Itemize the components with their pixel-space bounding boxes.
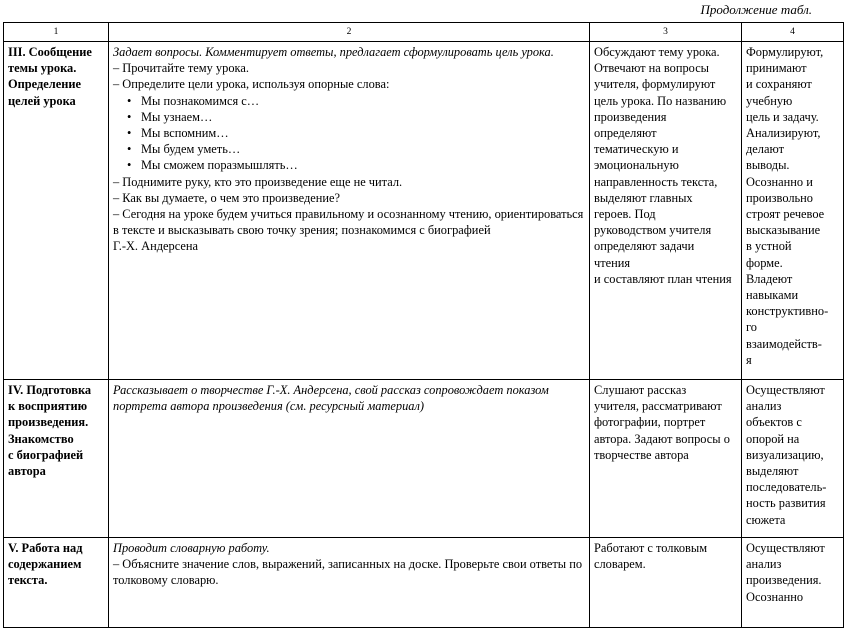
student-line: выделяют главных bbox=[594, 190, 693, 205]
student-line: Обсуждают тему урока. bbox=[594, 45, 720, 59]
teacher-line: – Определите цели урока, используя опорные слова: bbox=[113, 77, 390, 92]
student-activity-cell bbox=[590, 538, 742, 628]
student-line: произведения bbox=[594, 109, 667, 124]
student-line: и составляют план чтения bbox=[594, 271, 732, 286]
student-line: творчестве автора bbox=[594, 447, 689, 462]
teacher-activity-cell bbox=[109, 538, 590, 628]
uud-line: Владеют bbox=[746, 271, 793, 286]
uud-line: го bbox=[746, 320, 757, 335]
stage-cell bbox=[4, 42, 109, 380]
stage-line: текста. bbox=[8, 573, 48, 588]
uud-line: произвольно bbox=[746, 190, 814, 205]
header-col-3: 3 bbox=[590, 23, 742, 42]
uud-line: принимают bbox=[746, 61, 807, 76]
teacher-line: – Сегодня на уроке будем учиться правильному и осознанному чтению, ориентироваться в тексте и высказывать свою точку зрения; познакомимся с биографией bbox=[113, 207, 584, 238]
uud-line: Осуществляют bbox=[746, 383, 825, 397]
stage-line: целей урока bbox=[8, 93, 76, 108]
uud-line: последователь- bbox=[746, 480, 827, 495]
header-col-1: 1 bbox=[4, 23, 109, 42]
teacher-line: Г.-Х. Андерсена bbox=[113, 239, 198, 254]
stage-cell bbox=[4, 538, 109, 628]
student-line: определяют задачи bbox=[594, 239, 695, 254]
uud-cell bbox=[742, 42, 844, 380]
list-item: • Мы сможем поразмышлять… bbox=[127, 157, 585, 173]
teacher-line: – Поднимите руку, кто это произведение еще не читал. bbox=[113, 174, 403, 189]
uud-line: форме. bbox=[746, 255, 783, 270]
student-activity-cell bbox=[590, 42, 742, 380]
list-item: • Мы познакомимся с… bbox=[127, 93, 585, 109]
key-phrases-list bbox=[113, 93, 585, 174]
student-line: автора. Задают вопросы о bbox=[594, 431, 730, 446]
teacher-activity-cell bbox=[109, 380, 590, 538]
table-row bbox=[4, 538, 844, 628]
uud-line: и сохраняют bbox=[746, 77, 812, 92]
teacher-activity-cell bbox=[109, 42, 590, 380]
uud-line: выделяют bbox=[746, 464, 799, 479]
student-activity-cell bbox=[590, 380, 742, 538]
student-line: учителя, формулируют bbox=[594, 77, 716, 92]
list-item: • Мы будем уметь… bbox=[127, 141, 585, 157]
uud-cell bbox=[742, 380, 844, 538]
student-line: героев. Под bbox=[594, 207, 656, 222]
continuation-label: Продолжение табл. bbox=[700, 2, 812, 17]
stage-line: III. Сообщение bbox=[8, 45, 92, 59]
uud-line: в устной bbox=[746, 239, 792, 254]
student-line: учителя, рассматривают bbox=[594, 399, 722, 414]
uud-line: Осознанно и bbox=[746, 174, 813, 189]
uud-line: ность развития bbox=[746, 496, 826, 511]
teacher-line: – Прочитайте тему урока. bbox=[113, 61, 249, 76]
uud-line: делают bbox=[746, 142, 784, 157]
stage-line: Знакомство bbox=[8, 431, 74, 446]
stage-line: Определение bbox=[8, 77, 82, 92]
uud-line: сюжета bbox=[746, 512, 786, 527]
student-line: руководством учителя bbox=[594, 223, 712, 238]
uud-line: анализ bbox=[746, 557, 782, 572]
uud-cell bbox=[742, 538, 844, 628]
stage-line: с биографией bbox=[8, 447, 84, 462]
teacher-line: – Объясните значение слов, выражений, записанных на доске. Проверьте свои ответы по толковому словарю. bbox=[113, 557, 583, 588]
uud-line: визуализацию, bbox=[746, 447, 824, 462]
uud-line: учебную bbox=[746, 93, 793, 108]
stage-line: IV. Подготовка bbox=[8, 383, 92, 397]
stage-line: содержанием bbox=[8, 557, 82, 572]
list-item: • Мы вспомним… bbox=[127, 125, 585, 141]
teacher-intro: Рассказывает о творчестве Г.-Х. Андерсена, свой рассказ сопровождает показом портрета автора произведения (см. ресурсный материал) bbox=[113, 383, 549, 414]
student-line: Отвечают на вопросы bbox=[594, 61, 710, 76]
stage-line: темы урока. bbox=[8, 61, 77, 76]
list-item: • Мы узнаем… bbox=[127, 109, 585, 125]
stage-cell bbox=[4, 380, 109, 538]
stage-line: V. Работа над bbox=[8, 541, 83, 555]
uud-line: высказывание bbox=[746, 223, 821, 238]
uud-line: Осуществляют bbox=[746, 541, 825, 555]
uud-line: навыками bbox=[746, 288, 799, 303]
uud-line: Анализируют, bbox=[746, 126, 821, 141]
student-line: цель урока. По названию bbox=[594, 93, 727, 108]
header-col-4: 4 bbox=[742, 23, 844, 42]
header-row bbox=[4, 23, 844, 42]
teacher-intro: Проводит словарную работу. bbox=[113, 541, 270, 555]
student-line: направленность текста, bbox=[594, 174, 718, 189]
student-line: Слушают рассказ bbox=[594, 383, 687, 397]
student-line: словарем. bbox=[594, 557, 646, 572]
uud-line: произведения. bbox=[746, 573, 822, 588]
stage-line: автора bbox=[8, 464, 46, 479]
uud-line: Формулируют, bbox=[746, 45, 824, 59]
student-line: Работают с толковым bbox=[594, 541, 708, 555]
table-row bbox=[4, 380, 844, 538]
teacher-line: – Как вы думаете, о чем это произведение? bbox=[113, 190, 341, 205]
lesson-table bbox=[3, 22, 844, 628]
stage-line: к восприятию bbox=[8, 399, 88, 414]
student-line: тематическую и bbox=[594, 142, 679, 157]
uud-line: строят речевое bbox=[746, 207, 825, 222]
student-line: эмоциональную bbox=[594, 158, 679, 173]
uud-line: цель и задачу. bbox=[746, 109, 819, 124]
uud-line: взаимодейств- bbox=[746, 336, 822, 351]
teacher-intro: Задает вопросы. Комментирует ответы, предлагает сформулировать цель урока. bbox=[113, 45, 554, 59]
student-line: чтения bbox=[594, 255, 631, 270]
uud-line: выводы. bbox=[746, 158, 790, 173]
uud-line: опорой на bbox=[746, 431, 800, 446]
lesson-table-wrapper bbox=[0, 22, 829, 625]
uud-line: объектов с bbox=[746, 415, 802, 430]
uud-line: Осознанно bbox=[746, 589, 804, 604]
table-row bbox=[4, 42, 844, 380]
uud-line: анализ bbox=[746, 399, 782, 414]
student-line: фотографии, портрет bbox=[594, 415, 706, 430]
uud-line: конструктивно- bbox=[746, 304, 829, 319]
uud-line: я bbox=[746, 352, 752, 367]
stage-line: произведения. bbox=[8, 415, 89, 430]
header-col-2: 2 bbox=[109, 23, 590, 42]
student-line: определяют bbox=[594, 126, 657, 141]
